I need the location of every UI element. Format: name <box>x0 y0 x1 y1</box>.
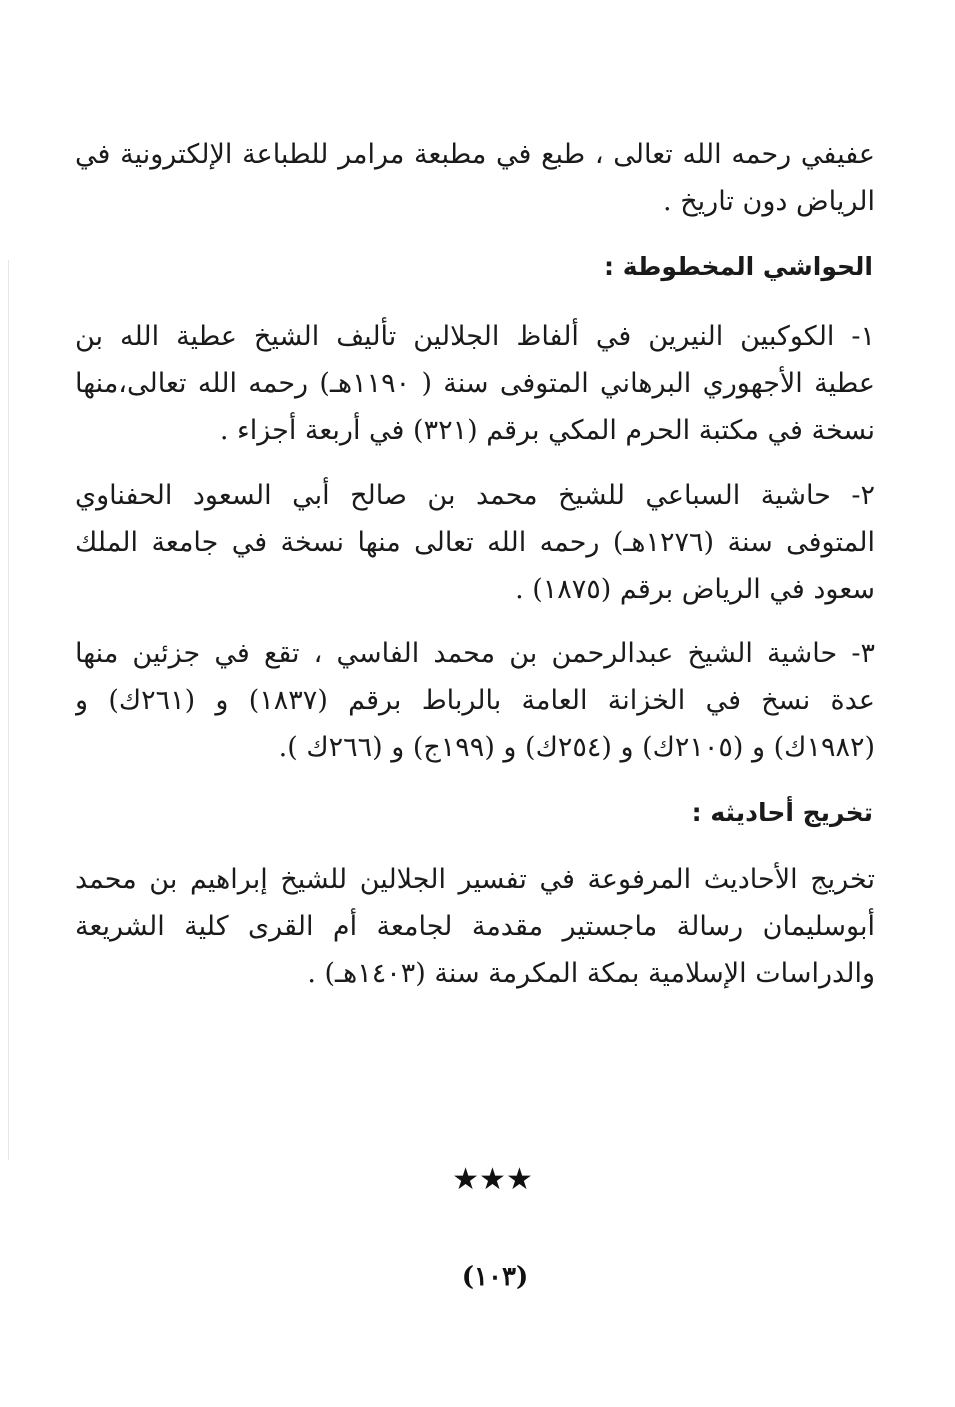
item-2-line-2: المتوفى سنة (١٢٧٦هـ) رحمه الله تعالى منها نسخة في جامعة الملك <box>75 527 875 558</box>
item-1-line-2: عطية الأجهوري البرهاني المتوفى سنة ( ١١٩٠هـ) رحمه الله تعالى،منها <box>75 368 875 399</box>
hadith-paragraph <box>75 856 875 997</box>
item-2-line-1: ٢- حاشية السباعي للشيخ محمد بن صالح أبي السعود الحفناوي <box>75 480 875 511</box>
page-number: (١٠٣) <box>461 1262 529 1292</box>
manuscript-item-3 <box>75 630 875 771</box>
intro-line-2: الرياض دون تاريخ . <box>663 186 875 217</box>
item-3-line-3: (١٩٨٢ك) و (٢١٠٥ك) و (٢٥٤ك) و (١٩٩ج) و (٢٦٦ك ). <box>278 732 875 763</box>
section-separator-stars: ★★★ <box>452 1162 533 1197</box>
item-1-line-3: نسخة في مكتبة الحرم المكي برقم (٣٢١) في أربعة أجزاء . <box>219 415 875 446</box>
hadith-line-3: والدراسات الإسلامية بمكة المكرمة سنة (١٤٠٣هـ) . <box>307 958 875 989</box>
item-3-line-1: ٣- حاشية الشيخ عبدالرحمن بن محمد الفاسي ، تقع في جزئين منها <box>75 638 875 669</box>
heading-hadith-takhrij: تخريج أحاديثه : <box>691 798 873 827</box>
manuscript-item-2 <box>75 472 875 613</box>
item-1-line-1: ١- الكوكبين النيرين في ألفاظ الجلالين تأليف الشيخ عطية الله بن <box>75 321 875 352</box>
item-2-line-3: سعود في الرياض برقم (١٨٧٥) . <box>515 574 875 605</box>
scan-edge-line <box>8 260 9 1160</box>
hadith-line-2: أبوسليمان رسالة ماجستير مقدمة لجامعة أم القرى كلية الشريعة <box>75 911 875 942</box>
intro-line-1: عفيفي رحمه الله تعالى ، طبع في مطبعة مرامر للطباعة الإلكترونية في <box>75 139 875 170</box>
heading-manuscript-glosses: الحواشي المخطوطة : <box>604 252 873 281</box>
intro-paragraph <box>75 131 875 225</box>
manuscript-item-1 <box>75 313 875 454</box>
item-3-line-2: عدة نسخ في الخزانة العامة بالرباط برقم (١٨٣٧) و (٢٦١ك) و <box>75 685 875 716</box>
hadith-line-1: تخريج الأحاديث المرفوعة في تفسير الجلالين للشيخ إبراهيم بن محمد <box>75 864 875 895</box>
